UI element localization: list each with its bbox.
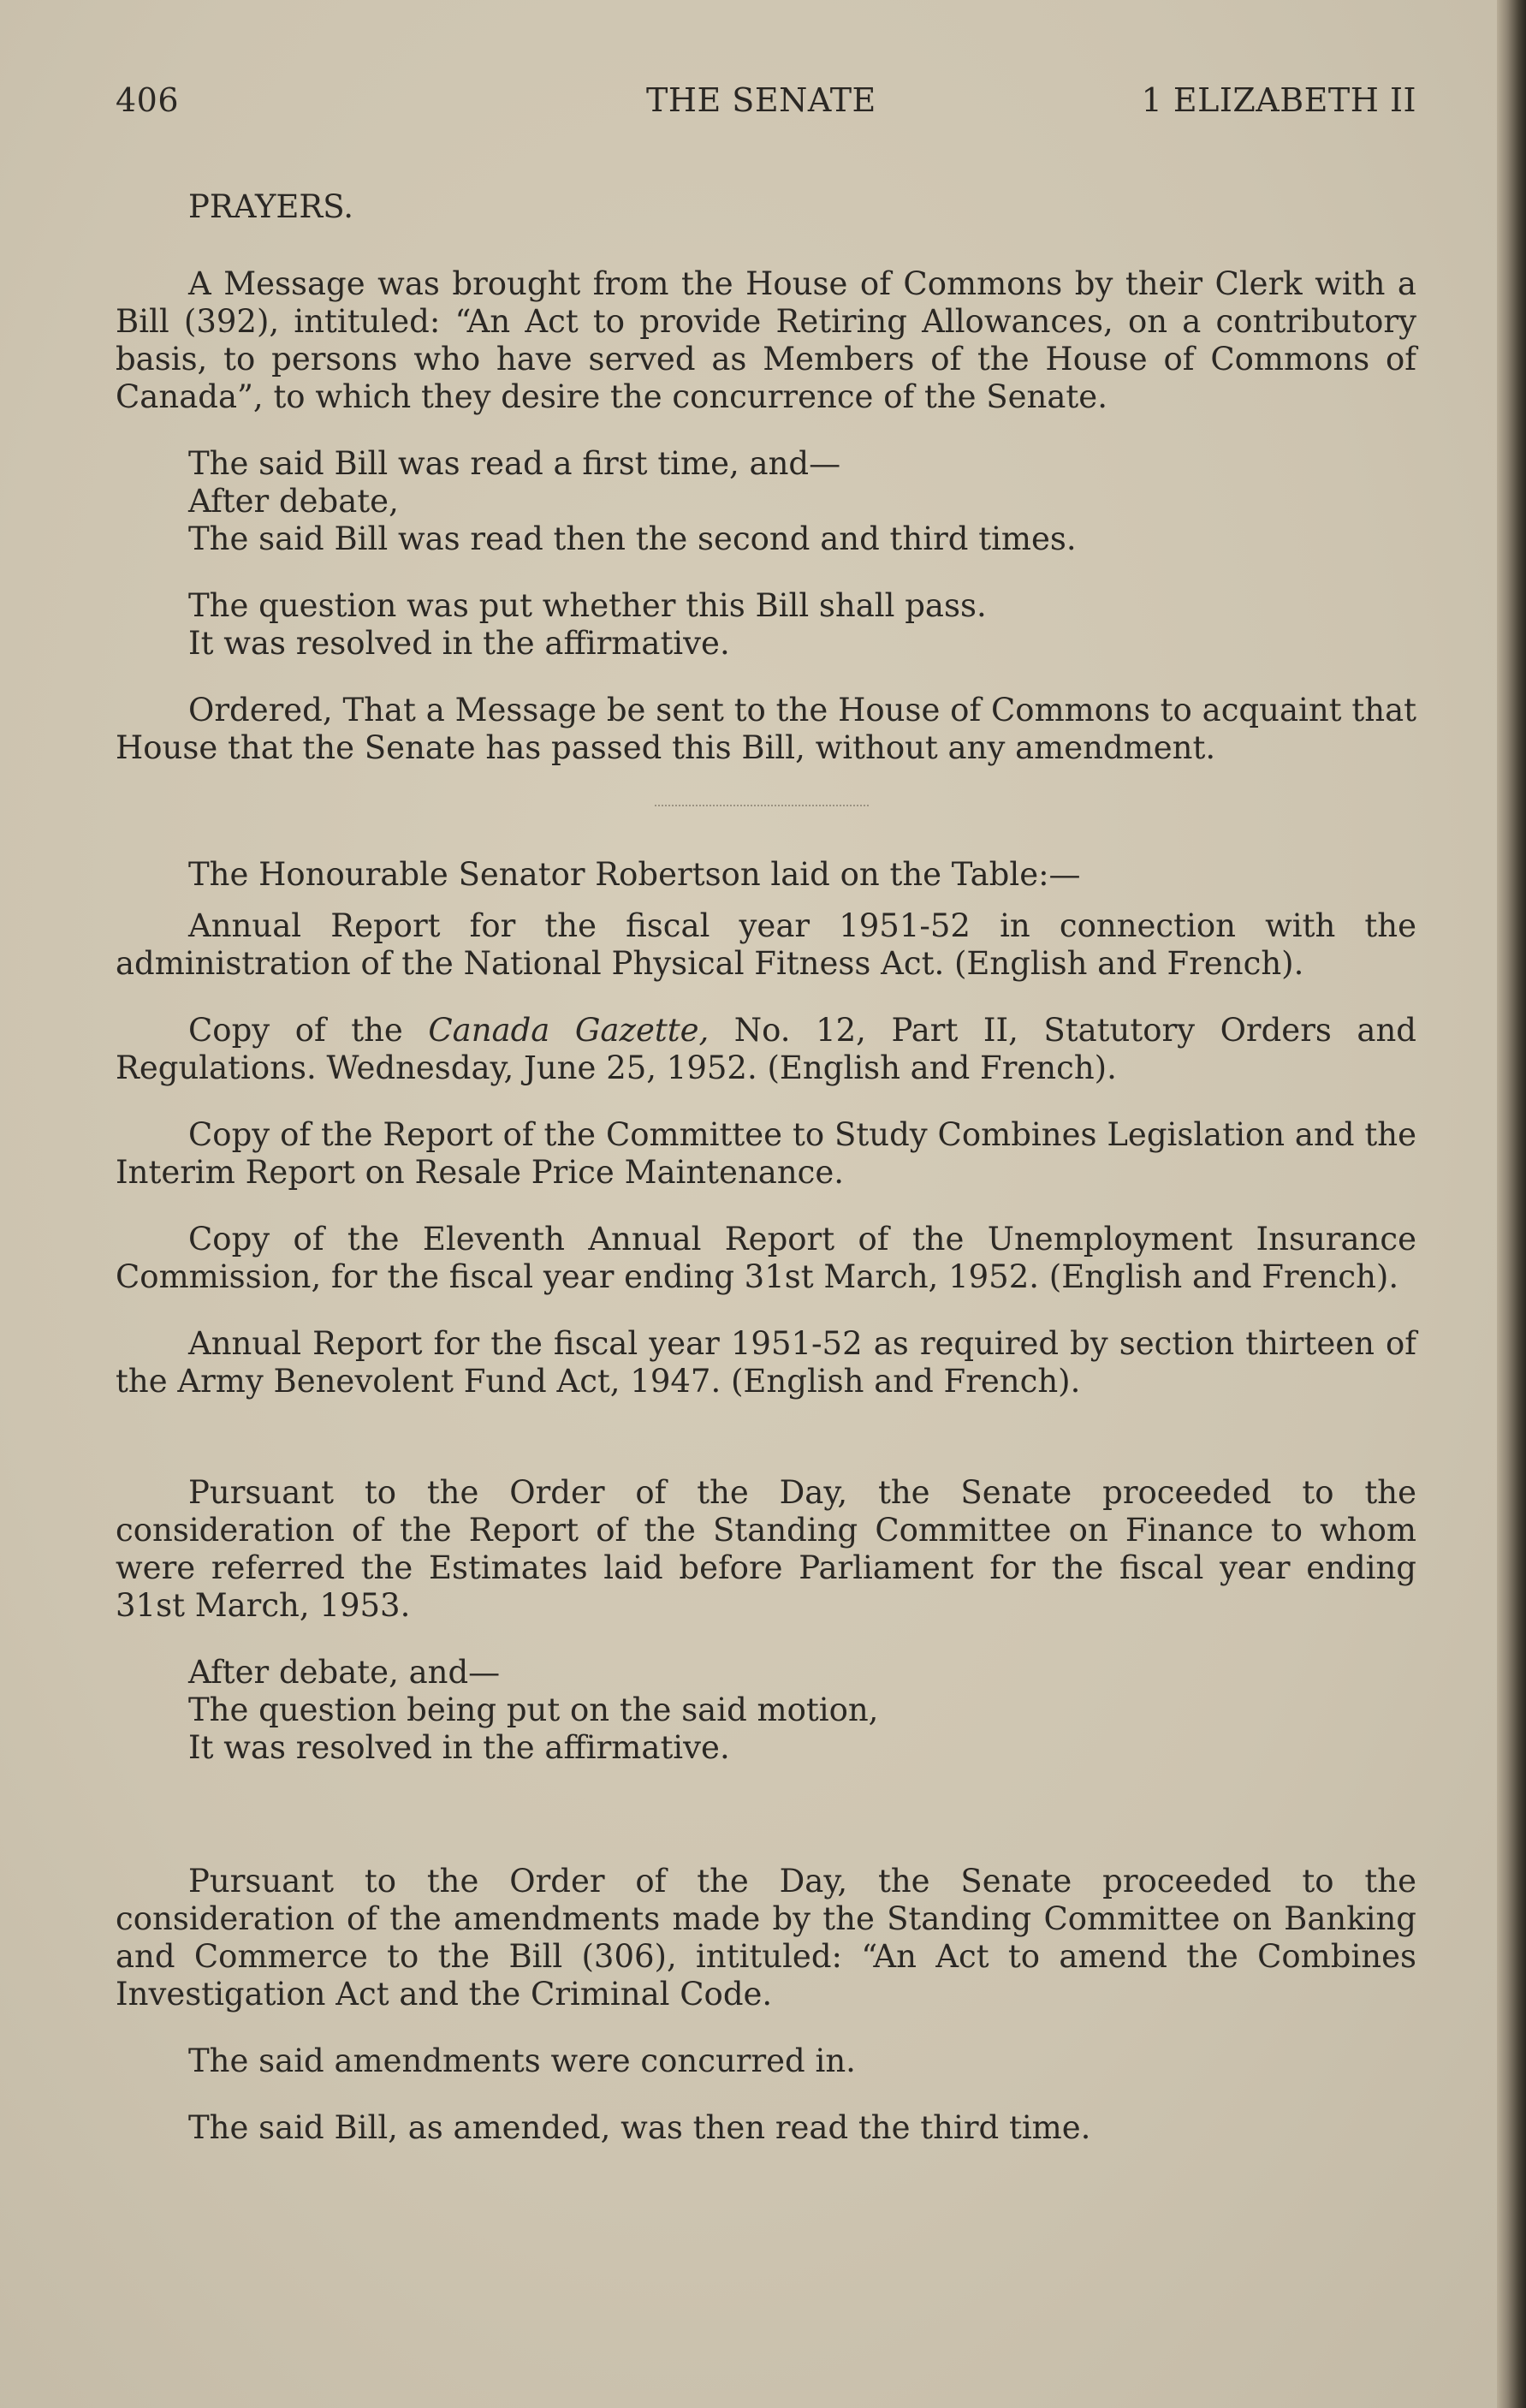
message-paragraph: A Message was brought from the House of Commons by their Clerk with a Bill (392), intituled: “An Act to provide Retiring Allowances, on a contributory basis, to persons who have served as Members of the House of Commons of Canada”, to which they desire the concurrence of the Senate. bbox=[116, 265, 1416, 415]
running-header bbox=[116, 81, 1416, 124]
tabled-item: Annual Report for the fiscal year 1951-52 as required by section thirteen of the Army Benevolent Fund Act, 1947. (English and French). bbox=[116, 1325, 1416, 1400]
ordered-paragraph: Ordered, That a Message be sent to the House of Commons to acquaint that House that the Senate has passed this Bill, without any amendment. bbox=[116, 692, 1416, 766]
page-number: 406 bbox=[116, 81, 180, 119]
journal-title: THE SENATE bbox=[646, 81, 876, 119]
finance-paragraph: Pursuant to the Order of the Day, the Senate proceeded to the consideration of the Report of the Standing Committee on Finance to whom were referred the Estimates laid before Parliament for the fiscal year ending 31st March, 1953. bbox=[116, 1474, 1416, 1624]
tabled-item: Copy of the Eleventh Annual Report of the Unemployment Insurance Commission, for the fiscal year ending 31st March, 1952. (English and French). bbox=[116, 1221, 1416, 1295]
prayers-heading: PRAYERS. bbox=[188, 188, 354, 225]
finance-line: The question being put on the said motion, bbox=[188, 1692, 879, 1728]
gazette-title: Canada Gazette, bbox=[428, 1012, 710, 1049]
reading-line: After debate, bbox=[188, 483, 399, 520]
third-reading-line: The said Bill, as amended, was then read the third time. bbox=[188, 2109, 1091, 2146]
journal-body bbox=[116, 188, 1416, 2147]
question-line: The question was put whether this Bill shall pass. bbox=[188, 587, 987, 624]
finance-line: After debate, and— bbox=[188, 1654, 501, 1691]
concurred-line: The said amendments were concurred in. bbox=[188, 2042, 856, 2079]
tabled-item: Copy of the Report of the Committee to Study Combines Legislation and the Interim Report on Resale Price Maintenance. bbox=[116, 1116, 1416, 1191]
regnal-year: 1 ELIZABETH II bbox=[1141, 81, 1416, 119]
combines-paragraph: Pursuant to the Order of the Day, the Senate proceeded to the consideration of the amendments made by the Standing Committee on Banking and Commerce to the Bill (306), intituled: “An Act to amend the Combines Investigation Act and the Criminal Code. bbox=[116, 1863, 1416, 2013]
question-line: It was resolved in the affirmative. bbox=[188, 625, 730, 662]
tabled-item: Copy of the Canada Gazette, No. 12, Part II, Statutory Orders and Regulations. Wednesday, June 25, 1952. (English and French). bbox=[116, 1012, 1416, 1086]
tabled-item: Annual Report for the fiscal year 1951-52 in connection with the administration of the National Physical Fitness Act. (English and French). bbox=[116, 907, 1416, 982]
finance-line: It was resolved in the affirmative. bbox=[188, 1729, 730, 1766]
reading-line: The said Bill was read then the second and third times. bbox=[188, 520, 1077, 557]
book-spine-shadow bbox=[1497, 0, 1526, 2408]
tabled-intro: The Honourable Senator Robertson laid on the Table:— bbox=[188, 856, 1081, 893]
reading-line: The said Bill was read a first time, and— bbox=[188, 445, 841, 482]
